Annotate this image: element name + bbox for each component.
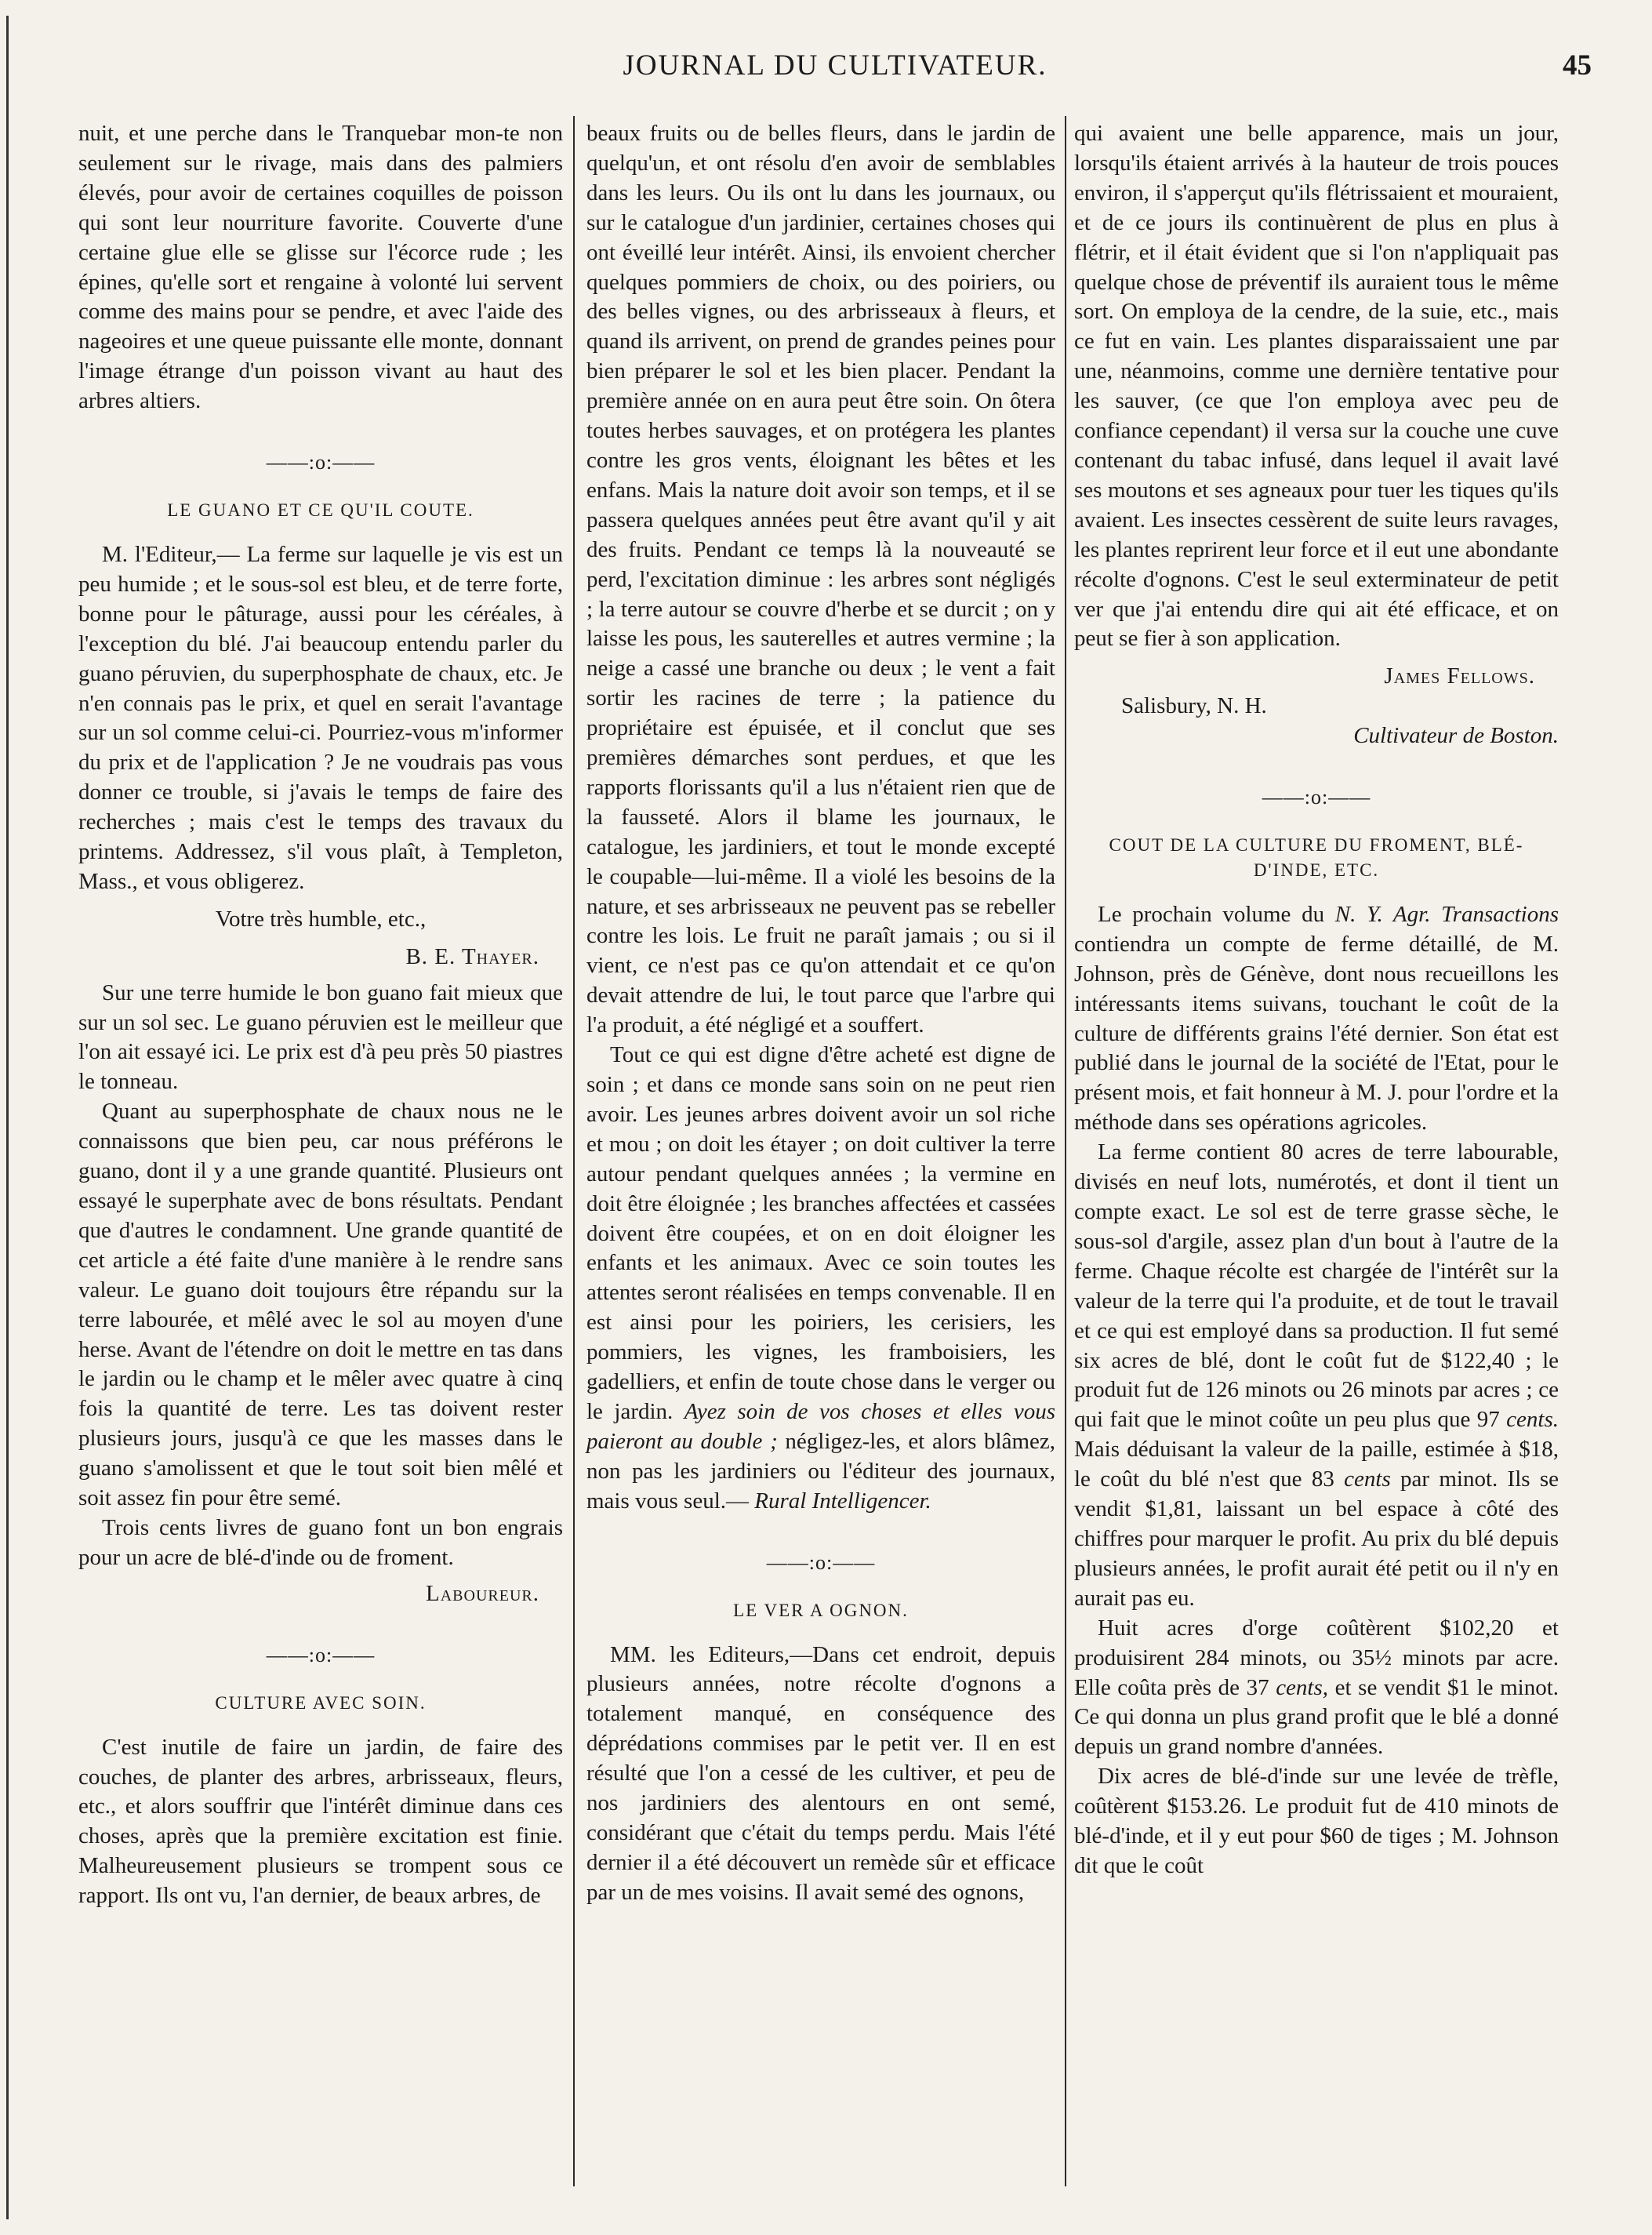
paragraph: Sur une terre humide le bon guano fait mieux que sur un sol sec. Le guano péruvien est le meilleur que l'on ait essayé ici. Le prix est d'à peu près 50 piastres le tonneau. [78, 979, 563, 1095]
paragraph: nuit, et une perche dans le Tranquebar mon-te non seulement sur le rivage, mais dans des palmiers élevés, pour avoir de certaines coquilles de poisson qui sont leur nourriture favorite. Couverte d'une certaine glue elle se glisse sur l'écorce rude ; les épines, qu'elle sort et rengaine à volonté lui servent comme des mains pour se pendre, et avec l'aide des nageoires et une queue puissante elle monte, donnant l'image étrange d'un poisson vivant au haut des arbres altiers. [78, 121, 563, 414]
paragraph: M. l'Editeur,— La ferme sur laquelle je vis est un peu humide ; et le sous-sol est bleu, et de terre forte, bonne pour le pâturage, aussi pour les céréales, à l'exception du blé. J'ai beaucoup entendu parler du guano péruvien, du superphosphate de chaux, etc. Je n'en connais pas le prix, et quel en serait l'avantage sur un sol comme celui-ci. Pourriez-vous m'informer du prix et de l'application ? Je ne voudrais pas vous donner ce trouble, si j'avais le temps de faire des recherches ; mais c'est le temps des travaux du printems. Addressez, s'il vous plaît, à Templeton, Mass., et vous obligerez. [78, 541, 563, 894]
italic-text: cents [1344, 1466, 1391, 1492]
section-separator: ——:o:—— [266, 1643, 376, 1666]
column-3 [1074, 119, 1559, 1881]
article-heading-culture: CULTURE AVEC SOIN. [215, 1692, 427, 1713]
page-edge-rule [6, 16, 9, 2219]
italic-text: cents, [1276, 1674, 1329, 1700]
article-heading-guano: LE GUANO ET CE QU'IL COUTE. [167, 500, 474, 520]
signature-fellows: James Fellows. [1384, 663, 1535, 689]
signature-laboureur: Laboureur. [426, 1580, 539, 1606]
signature-thayer: B. E. Thayer. [405, 943, 539, 969]
column-rule-2 [1065, 116, 1066, 2186]
article-heading-ver: LE VER A OGNON. [733, 1600, 909, 1620]
paragraph: Trois cents livres de guano font un bon engrais pour un acre de blé-d'inde ou de froment. [78, 1514, 563, 1570]
column-1 [78, 119, 563, 1911]
text-run: Le prochain volume du [1098, 901, 1325, 927]
paragraph: MM. les Editeurs,—Dans cet endroit, depuis plusieurs années, notre récolte d'ognons a totalement manqué, en conséquence des déprédations commises par le petit ver. Il en est résulté que l'on a cessé de les cultiver, et peu de nos jardiniers des alentours en ont semé, considérant que c'était du temps perdu. Mais l'été dernier il a été découvert un remède sûr et efficace par un de mes voisins. Il avait semé des ognons, [586, 1641, 1055, 1905]
source-credit: Rural Intelligencer. [754, 1488, 931, 1514]
italic-text: cents. [1506, 1407, 1559, 1433]
column-rule-1 [573, 116, 575, 2186]
paragraph [1074, 1138, 1559, 1614]
text-run: contiendra un compte de ferme détaillé, de M. Johnson, près de Génève, dont nous recueillons les intéressants items suivans, touchant le coût de la culture de différents grains l'été dernier. Son état est publié dans le journal de la société de l'Etat, pour le présent mois, et fait honneur à M. J. pour l'ordre et la méthode dans ses opérations agricoles. [1074, 931, 1559, 1136]
page-number: 45 [1563, 49, 1592, 82]
paragraph: qui avaient une belle apparence, mais un jour, lorsqu'ils étaient arrivés à la hauteur de trois pouces environ, il s'apperçut qu'ils flétrissaient et mouraient, et de ce jours ils continuèrent de plus en plus à flétrir, et il était évident que si l'on n'appliquait pas quelque chose de préventif ils auraient tous le même sort. On employa de la cendre, de la suie, etc., mais ce fut en vain. Les plantes disparaissaient une par une, néanmoins, comme une dernière tentative pour les sauver, (ce que l'on employa avec peu de confiance cependant) il versa sur la couche une cuve contenant du tabac infusé, dans lequel il avait lavé ses moutons et ses agneaux pour tuer les tiques qu'ils avaient. Les insectes cessèrent de suite leurs ravages, les plantes reprirent leur force et il eut une abondante récolte d'ognons. C'est le seul exterminateur de petit ver que j'ai entendu dire qui ait été efficace, et on peut se fier à son application. [1074, 121, 1559, 652]
paragraph: Quant au superphosphate de chaux nous ne le connaissons que bien peu, car nous préférons le guano, dont il y a une grande quantité. Plusieurs ont essayé le superphate avec de bons résultats. Pendant que d'autres le condamnent. Une grande quantité de cet article a été faite d'une manière à le rendre sans valeur. Le guano doit toujours être répandu sur la terre labourée, et mêlé avec le sol au moyen d'une herse. Avant de l'étendre on doit le mettre en tas dans le jardin ou le champ et le mêler avec quatre à cinq fois la quantité de terre. Les tas doivent rester plusieurs jours, jusqu'à ce que les masses dans le guano s'amolissent et que le tout soit bien mêlé et soit assez fin pour être semé. [78, 1099, 563, 1511]
text-run: La ferme contient 80 acres de terre labourable, divisés en neuf lots, numérotés, et dont il tient un compte exact. Le sol est de terre grasse sèche, le sous-sol d'argile, assez plan d'un bout à l'autre de la ferme. Chaque récolte est chargée de l'intérêt sur la valeur de la terre qui l'a produite, et de tout le travail et ce qui est employé dans sa production. Il fut semé six acres de blé, dont le coût fut de $122,40 ; le produit fut de 126 minots ou 26 minots par acres ; ce qui fait que le minot coûte un peu plus que 97 [1074, 1139, 1559, 1433]
letter-closing: Votre très humble, etc., [215, 906, 427, 932]
paragraph: C'est inutile de faire un jardin, de faire des couches, de planter des arbres, arbrisseaux, fleurs, etc., et alors souffrir que l'intérêt diminue dans ces choses, après que la première excitation est finie. Malheureusement plusieurs se trompent sous ce rapport. Ils ont vu, l'an dernier, de beaux arbres, de [78, 1734, 563, 1909]
text-run: Mais déduisant la valeur de la paille, estimée à $18, le coût du blé n'est que 83 [1074, 1437, 1559, 1492]
section-separator: ——:o:—— [266, 451, 376, 474]
text-run: par minot. Ils se vendit $1,81, laissant un bel espace à côté des chiffres pour marquer le profit. Au prix du blé depuis plusieurs années, le profit aurait été petit ou il n'y en aurait pas eu. [1074, 1466, 1559, 1611]
section-separator: ——:o:—— [1262, 786, 1371, 809]
italic-text: Ayez soin de vos choses et elles vous paieront au double ; [586, 1398, 1056, 1454]
column-2 [586, 119, 1055, 1908]
article-heading-cout: COUT DE LA CULTURE DU FROMENT, BLÉ-D'INDE, ETC. [1109, 834, 1524, 880]
text-run: Huit acres d'orge coûtèrent $102,20 et produisirent 284 minots, ou 35½ minots par acre. Elle coûta près de 37 [1074, 1615, 1559, 1700]
paragraph [1074, 900, 1559, 1138]
paragraph: Dix acres de blé-d'inde sur une levée de trèfle, coûtèrent $153.26. Le produit fut de 410 minots de blé-d'inde, et il y eut pour $60 de tiges ; M. Johnson dit que le coût [1074, 1764, 1559, 1878]
paragraph [1074, 1614, 1559, 1763]
section-separator: ——:o:—— [766, 1550, 876, 1574]
text-run: négligez-les, et alors blâmez, non pas les jardiniers ou l'éditeur des journaux, mais vous seul.— [586, 1428, 1055, 1514]
text-run: Tout ce qui est digne d'être acheté est digne de soin ; et dans ce monde sans soin on ne peut rien avoir. Les jeunes arbres doivent avoir un sol riche et mou ; on doit les étayer ; on doit cultiver la terre autour pendant quelques années ; la vermine en doit être éloignée ; les branches affectées et cassées doivent être coupées, et on en doit éloigner les enfants et les animaux. Avec ce soin toutes les attentes seront réalisées en temps convenable. Il en est ainsi pour les poiriers, les cerisiers, les pommiers, les vignes, les framboisiers, les gadelliers, et enfin de toute chose dans le verger ou le jardin. [586, 1042, 1055, 1424]
paragraph [586, 1041, 1055, 1517]
source-credit: Cultivateur de Boston. [1353, 723, 1559, 749]
page-header [78, 49, 1592, 96]
text-run: et se vendit $1 le minot. Ce qui donna un plus grand profit que le blé a donné depuis un grand nombre d'années. [1074, 1674, 1559, 1760]
dateline-place: Salisbury, N. H. [1121, 693, 1267, 719]
paragraph: beaux fruits ou de belles fleurs, dans le jardin de quelqu'un, et ont résolu d'en avoir de semblables dans les leurs. Ou ils ont lu dans les journaux, ou sur le catalogue d'un jardinier, certaines choses qui ont éveillé leur intérêt. Ainsi, ils envoient chercher quelques pommiers de choix, ou des poiriers, ou des belles vignes, ou des arbrisseaux à fleurs, et quand ils arrivent, on prend de grandes peines pour bien préparer le sol et les bien placer. Pendant la première année on en aura peut être soin. On ôtera toutes herbes sauvages, et on protégera les plantes contre les gros vents, éloignant les bêtes et les enfans. Mais la nature doit avoir son temps, et il se passera quelques années peut être avant qu'il y ait des fruits. Pendant ce temps là la nouveauté se perd, l'excitation diminue : les arbres sont négligés ; la terre autour se couvre d'herbe et se durcit ; on y laisse les pous, les sauterelles et autres vermine ; la neige a cassé une branche ou deux ; le vent a fait sortir les racines de terre ; la patience du propriétaire est épuisée, et il conclut que ses premières démarches sont perdues, et que les rapports florissants qu'il a lus n'étaient rien que de la fausseté. Alors il blame les journaux, le catalogue, les jardiniers, et tout le monde excepté le coupable—lui-même. Il a violé les besoins de la nature, et ses arbrisseaux ne peuvent pas se rebeller contre les lois. Le fruit ne paraît jamais ; ou si il vient, ce n'est pas ce qu'on attendait et ce qu'on devait attendre de lui, le tout parce que l'arbre qui l'a produit, a été négligé et a souffert. [586, 121, 1055, 1038]
italic-text: N. Y. Agr. Transactions [1334, 901, 1559, 927]
running-title: JOURNAL DU CULTIVATEUR. [623, 49, 1047, 82]
